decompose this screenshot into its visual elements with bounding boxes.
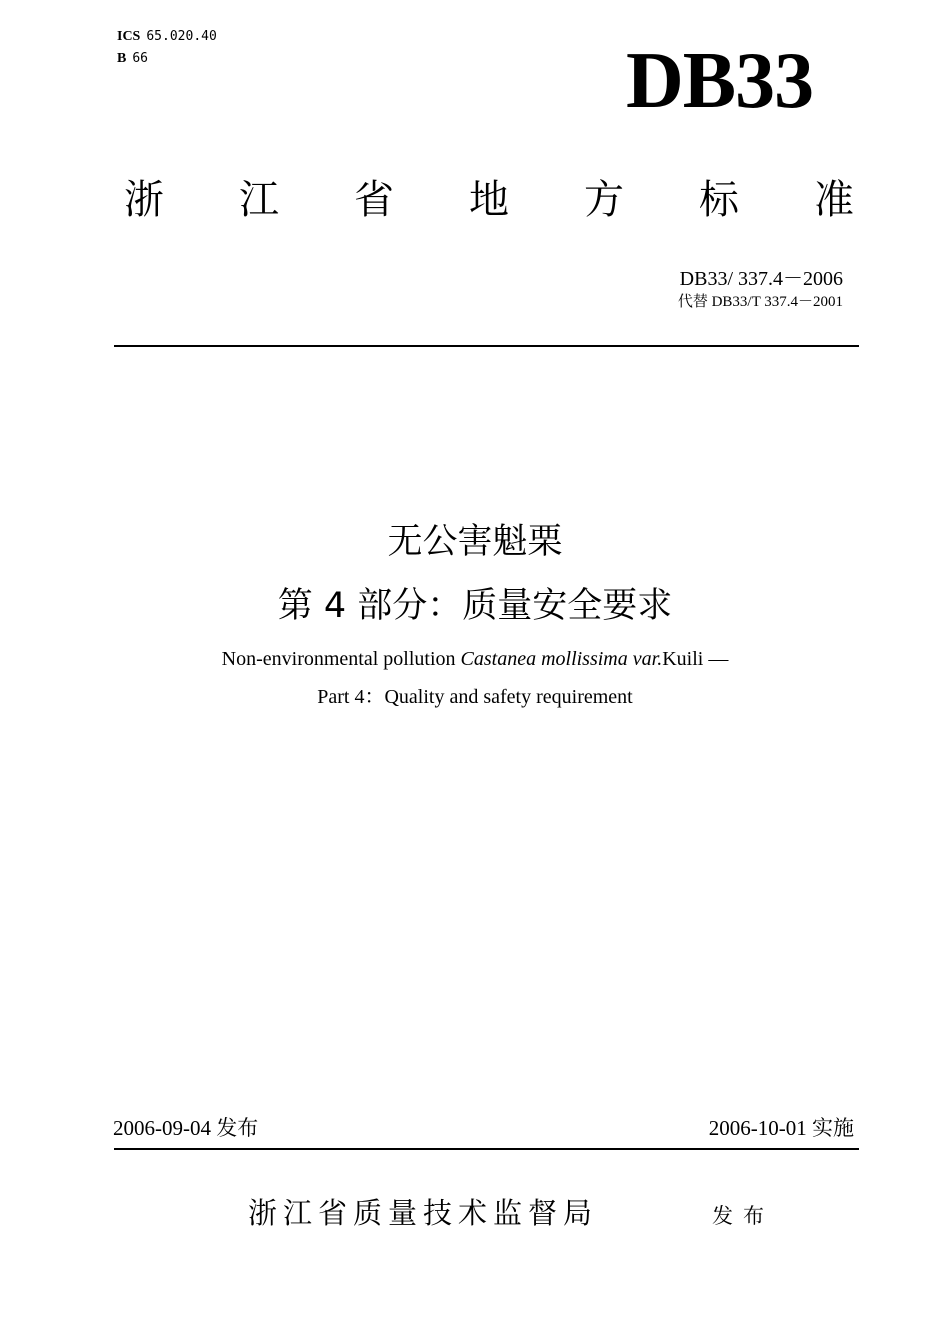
standard-type-char: 准 xyxy=(814,177,854,223)
issue-date: 2006-09-04 发布 xyxy=(113,1116,259,1140)
standard-type-char: 方 xyxy=(584,177,624,223)
title-english-line2: Part 4：Quality and safety requirement xyxy=(317,686,633,708)
standard-type-char: 省 xyxy=(354,177,394,223)
title-part: 第 4 部分：质量安全要求 xyxy=(277,586,673,626)
class-label: B xyxy=(117,51,127,66)
implement-date: 2006-10-01 实施 xyxy=(708,1116,854,1140)
class-line xyxy=(117,48,217,70)
standard-type-char: 江 xyxy=(239,177,279,223)
standard-number: DB33/ 337.4－2006 xyxy=(679,268,843,290)
publisher: 浙江省质量技术监督局 xyxy=(248,1196,599,1230)
title-english-italic: Castanea mollissima var. xyxy=(460,648,663,670)
standard-type-char: 标 xyxy=(699,177,739,223)
class-code: 66 xyxy=(132,51,148,66)
title-main: 无公害魁栗 xyxy=(387,522,563,562)
standard-type-heading xyxy=(124,174,854,226)
replaces-note: 代替 DB33/T 337.4－2001 xyxy=(677,294,843,310)
ics-line xyxy=(117,26,217,48)
standard-type-char: 地 xyxy=(469,177,509,223)
title-english-pre: Non-environmental pollution xyxy=(221,648,461,670)
standard-logo: DB33 xyxy=(626,37,814,125)
title-english-post: Kuili — xyxy=(662,648,729,670)
ics-block xyxy=(117,26,217,70)
standard-number-block xyxy=(678,266,843,312)
publish-label: 发布 xyxy=(712,1204,774,1228)
top-divider xyxy=(114,345,859,347)
bottom-divider xyxy=(114,1148,859,1150)
standard-type-char: 浙 xyxy=(124,177,164,223)
ics-code: 65.020.40 xyxy=(146,29,217,44)
title-english-line1 xyxy=(0,646,950,672)
ics-label: ICS xyxy=(117,29,141,44)
